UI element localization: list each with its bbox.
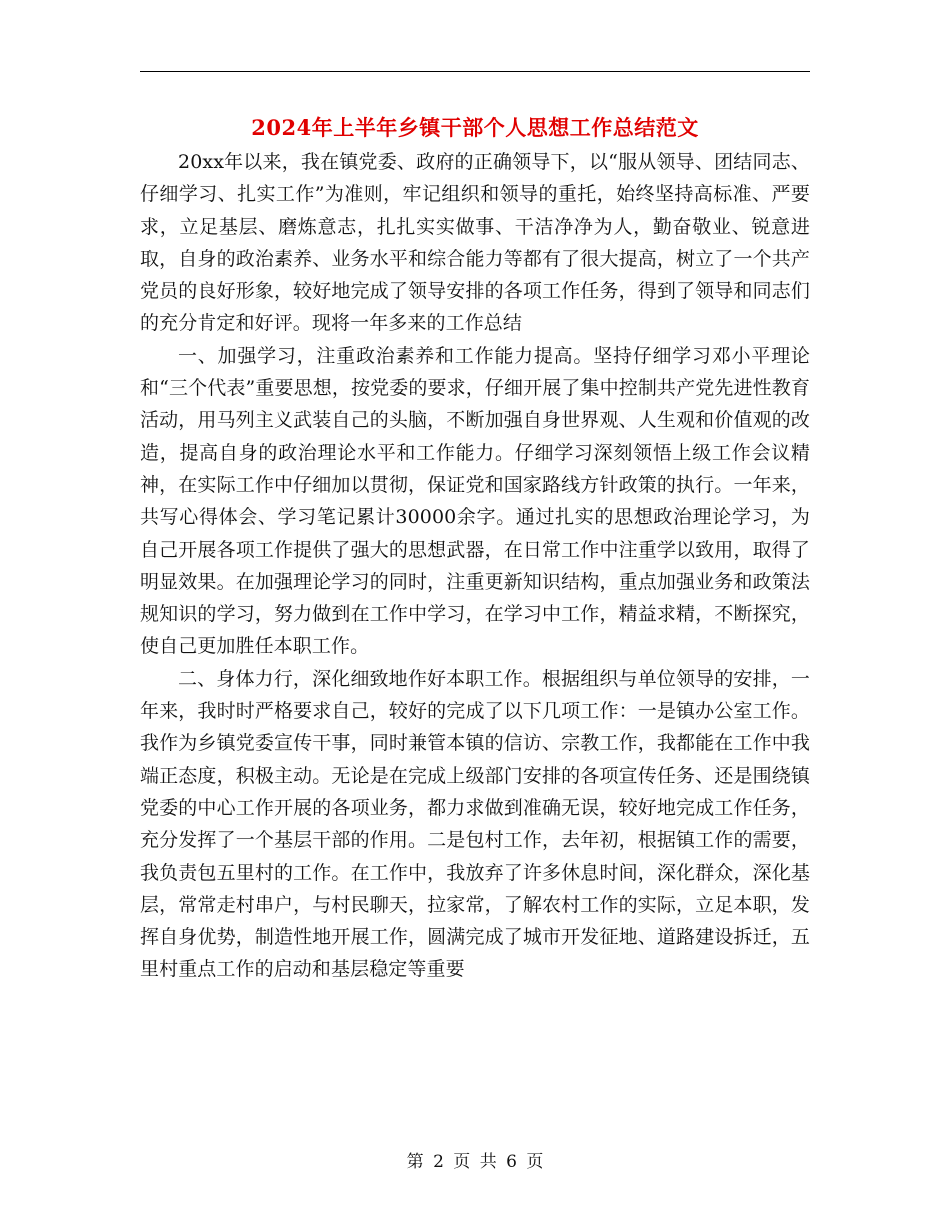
document-body xyxy=(140,146,810,986)
paragraph-section-1: 一、加强学习，注重政治素养和工作能力提高。坚持仔细学习邓小平理论和“三个代表”重要思想，按党委的要求，仔细开展了集中控制共产党先进性教育活动，用马列主义武装自己的头脑，不断加强自身世界观、人生观和价值观的改造，提高自身的政治理论水平和工作能力。仔细学习深刻领悟上级工作会议精神，在实际工作中仔细加以贯彻，保证党和国家路线方针政策的执行。一年来，共写心得体会、学习笔记累计30000余字。通过扎实的思想政治理论学习，为自己开展各项工作提供了强大的思想武器，在日常工作中注重学以致用，取得了明显效果。在加强理论学习的同时，注重更新知识结构，重点加强业务和政策法规知识的学习，努力做到在工作中学习，在学习中工作，精益求精，不断探究，使自己更加胜任本职工作。 xyxy=(140,344,810,658)
page-number: 第 2 页 共 6 页 xyxy=(406,1152,544,1172)
header-rule xyxy=(140,71,810,72)
paragraph-section-2: 二、身体力行，深化细致地作好本职工作。根据组织与单位领导的安排，一年来，我时时严格要求自己，较好的完成了以下几项工作：一是镇办公室工作。我作为乡镇党委宣传干事，同时兼管本镇的信访、宗教工作，我都能在工作中我端正态度，积极主动。无论是在完成上级部门安排的各项宣传任务、还是围绕镇党委的中心工作开展的各项业务，都力求做到准确无误，较好地完成工作任务，充分发挥了一个基层干部的作用。二是包村工作，去年初，根据镇工作的需要，我负责包五里村的工作。在工作中，我放弃了许多休息时间，深化群众，深化基层，常常走村串户，与村民聊天，拉家常，了解农村工作的实际，立足本职，发挥自身优势，制造性地开展工作，圆满完成了城市开发征地、道路建设拆迁，五里村重点工作的启动和基层稳定等重要 xyxy=(140,667,810,981)
document-title: 2024年上半年乡镇干部个人思想工作总结范文 xyxy=(251,115,699,140)
paragraph-intro: 20xx年以来，我在镇党委、政府的正确领导下，以“服从领导、团结同志、仔细学习、扎实工作”为准则，牢记组织和领导的重托，始终坚持高标准、严要求，立足基层、磨炼意志，扎扎实实做事、干洁净净为人，勤奋敬业、锐意进取，自身的政治素养、业务水平和综合能力等都有了很大提高，树立了一个共产党员的良好形象，较好地完成了领导安排的各项工作任务，得到了领导和同志们的充分肯定和好评。现将一年多来的工作总结 xyxy=(140,151,810,335)
